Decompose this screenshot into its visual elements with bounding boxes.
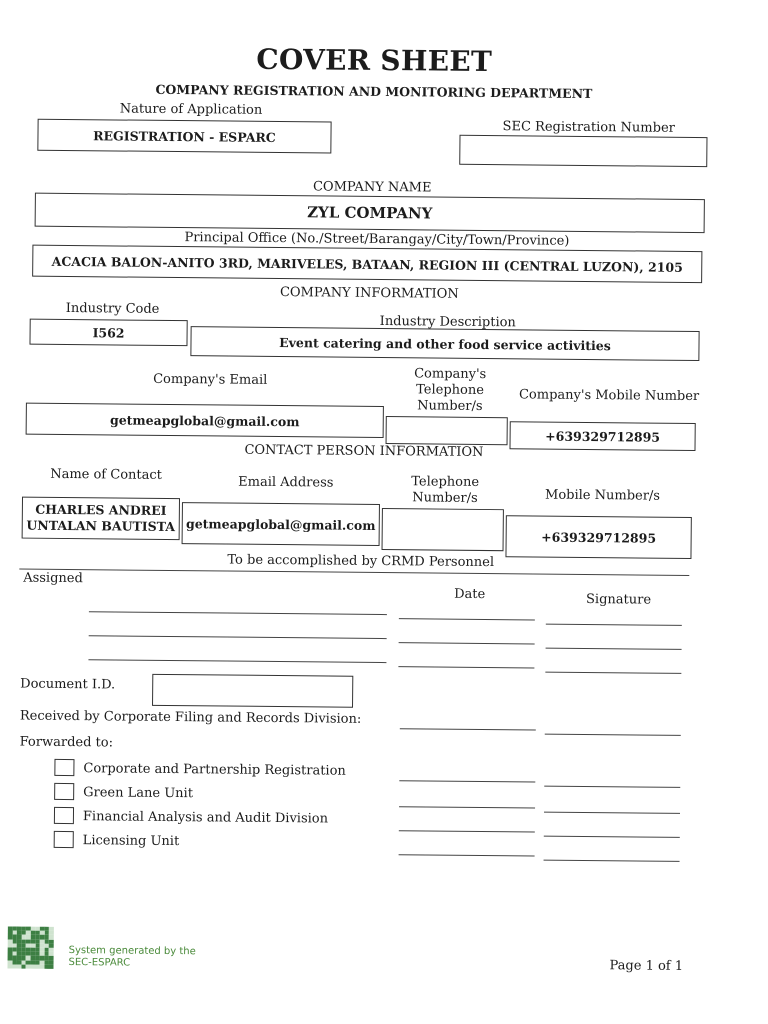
received-by-label: Received by Corporate Filing and Records Division: bbox=[19, 708, 362, 727]
forward-signature-line bbox=[544, 786, 680, 788]
contact-name-label: Name of Contact bbox=[50, 466, 162, 483]
contact-email-field: getmeapglobal@gmail.com bbox=[182, 502, 380, 546]
sec-registration-number-field bbox=[459, 135, 707, 167]
date-line bbox=[398, 666, 534, 668]
checkbox-licensing-unit bbox=[54, 831, 74, 848]
forward-date-line bbox=[399, 830, 535, 832]
received-date-line bbox=[400, 728, 536, 730]
forward-date-line bbox=[399, 806, 535, 808]
checkbox-financial-analysis bbox=[54, 807, 74, 824]
department-heading: COMPANY REGISTRATION AND MONITORING DEPARTMENT bbox=[155, 81, 593, 102]
industry-code-label: Industry Code bbox=[65, 300, 160, 317]
document-id-label: Document I.D. bbox=[20, 676, 116, 693]
company-mobile-label: Company's Mobile Number bbox=[518, 387, 700, 405]
sec-registration-number-label: SEC Registration Number bbox=[502, 119, 675, 136]
company-information-heading: COMPANY INFORMATION bbox=[279, 285, 459, 302]
contact-telephone-label: Telephone Number/s bbox=[411, 474, 480, 506]
option-licensing-unit: Licensing Unit bbox=[82, 833, 180, 850]
option-green-lane: Green Lane Unit bbox=[83, 785, 194, 802]
forward-signature-line bbox=[544, 860, 680, 862]
assigned-label: Assigned bbox=[23, 570, 83, 587]
company-telephone-field bbox=[386, 416, 508, 445]
contact-name-field: CHARLES ANDREI UNTALAN BAUTISTA bbox=[22, 497, 180, 541]
industry-code-field: I562 bbox=[29, 319, 187, 347]
date-line bbox=[399, 618, 535, 620]
page-title: COVER SHEET bbox=[256, 42, 493, 79]
contact-mobile-label: Mobile Number/s bbox=[544, 487, 661, 504]
page-number: Page 1 of 1 bbox=[609, 958, 684, 974]
company-mobile-field: +639329712895 bbox=[509, 421, 695, 451]
forward-date-line bbox=[399, 780, 535, 782]
crmd-heading: To be accomplished by CRMD Personnel bbox=[227, 552, 495, 571]
forward-signature-line bbox=[544, 836, 680, 838]
forward-signature-line bbox=[544, 812, 680, 814]
principal-office-field: ACACIA BALON-ANITO 3RD, MARIVELES, BATAAN, REGION III (CENTRAL LUZON), 2105 bbox=[32, 245, 702, 283]
company-name-label: COMPANY NAME bbox=[312, 179, 432, 196]
nature-of-application-field: REGISTRATION - ESPARC bbox=[37, 119, 331, 154]
industry-description-label: Industry Description bbox=[379, 313, 516, 331]
option-corporate-partnership: Corporate and Partnership Registration bbox=[83, 761, 346, 779]
assigned-line bbox=[89, 635, 387, 639]
date-label: Date bbox=[454, 586, 486, 603]
qr-code-icon bbox=[7, 926, 53, 968]
assigned-line bbox=[88, 659, 386, 663]
option-financial-analysis: Financial Analysis and Audit Division bbox=[82, 809, 329, 827]
checkbox-corporate-partnership bbox=[54, 759, 74, 776]
nature-of-application-label: Nature of Application bbox=[119, 101, 263, 118]
contact-mobile-field: +639329712895 bbox=[505, 515, 691, 559]
system-generated-note: System generated by the SEC-ESPARC bbox=[68, 945, 196, 969]
company-email-field: getmeapglobal@gmail.com bbox=[26, 403, 384, 438]
signature-line bbox=[546, 648, 682, 650]
company-email-label: Company's Email bbox=[153, 371, 268, 388]
date-line bbox=[399, 642, 535, 644]
checkbox-green-lane bbox=[54, 783, 74, 800]
received-signature-line bbox=[545, 734, 681, 736]
document-id-field bbox=[152, 674, 353, 708]
principal-office-label: Principal Office (No./Street/Barangay/City/Town/Province) bbox=[184, 230, 570, 249]
company-name-field: ZYL COMPANY bbox=[35, 193, 705, 233]
crmd-divider bbox=[19, 569, 689, 576]
industry-description-field: Event catering and other food service activities bbox=[190, 326, 699, 361]
forwarded-to-label: Forwarded to: bbox=[19, 734, 114, 751]
contact-telephone-field bbox=[382, 508, 504, 551]
forward-date-line bbox=[399, 854, 535, 856]
signature-label: Signature bbox=[585, 591, 652, 608]
company-telephone-label: Company's Telephone Number/s bbox=[414, 366, 487, 414]
contact-email-label: Email Address bbox=[238, 474, 334, 491]
signature-line bbox=[546, 624, 682, 626]
contact-person-heading: CONTACT PERSON INFORMATION bbox=[244, 442, 484, 460]
assigned-line bbox=[89, 611, 387, 615]
signature-line bbox=[545, 672, 681, 674]
